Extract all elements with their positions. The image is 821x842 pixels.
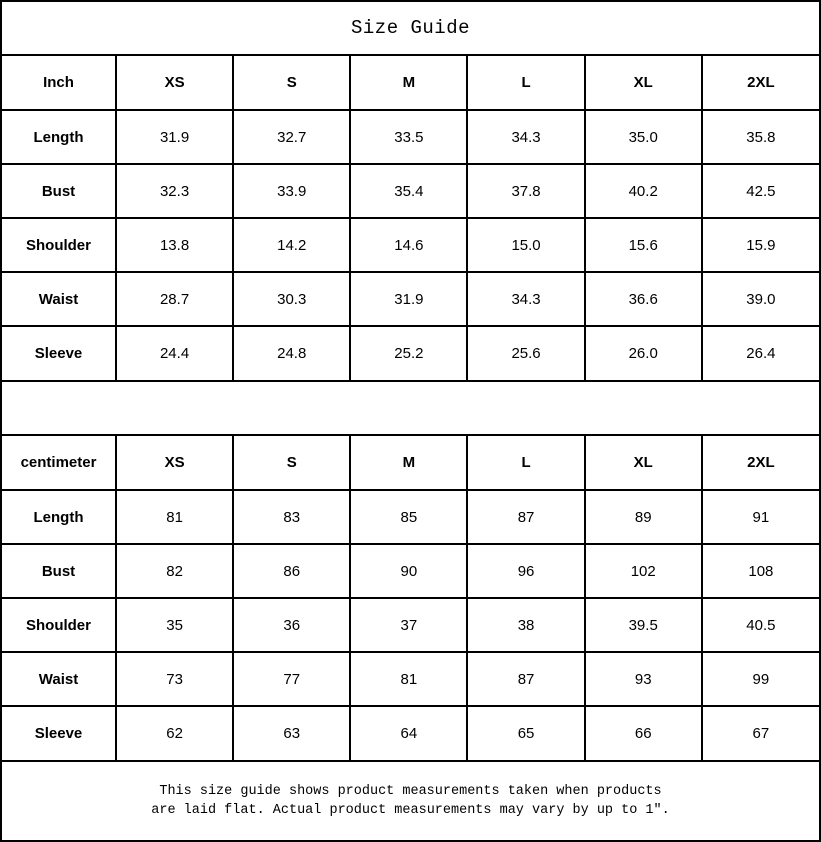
measurement-value-cell: 39.5 <box>585 598 702 652</box>
size-header-cell: XS <box>116 436 233 490</box>
measurement-label-cell: Shoulder <box>2 598 116 652</box>
measurement-value-cell: 87 <box>467 652 584 706</box>
measurement-value-cell: 34.3 <box>467 110 584 164</box>
measurement-value-cell: 35 <box>116 598 233 652</box>
measurement-label-cell: Shoulder <box>2 218 116 272</box>
page-title: Size Guide <box>2 2 819 56</box>
measurement-label-cell: Bust <box>2 544 116 598</box>
measurement-value-cell: 35.8 <box>702 110 819 164</box>
measurement-value-cell: 26.4 <box>702 326 819 380</box>
size-header-cell: 2XL <box>702 56 819 110</box>
measurement-value-cell: 32.3 <box>116 164 233 218</box>
measurement-value-cell: 37 <box>350 598 467 652</box>
measurement-value-cell: 13.8 <box>116 218 233 272</box>
measurement-value-cell: 33.9 <box>233 164 350 218</box>
measurement-row <box>2 544 819 598</box>
measurement-value-cell: 15.6 <box>585 218 702 272</box>
size-header-cell: 2XL <box>702 436 819 490</box>
measurement-value-cell: 25.2 <box>350 326 467 380</box>
size-header-cell: M <box>350 436 467 490</box>
measurement-value-cell: 77 <box>233 652 350 706</box>
measurement-value-cell: 91 <box>702 490 819 544</box>
size-header-cell: L <box>467 56 584 110</box>
size-header-cell: M <box>350 56 467 110</box>
measurement-row <box>2 706 819 760</box>
measurement-row <box>2 652 819 706</box>
measurement-label-cell: Length <box>2 490 116 544</box>
unit-header-cell: Inch <box>2 56 116 110</box>
measurement-value-cell: 108 <box>702 544 819 598</box>
measurement-value-cell: 39.0 <box>702 272 819 326</box>
unit-header-cell: centimeter <box>2 436 116 490</box>
measurement-label-cell: Waist <box>2 652 116 706</box>
measurement-value-cell: 31.9 <box>116 110 233 164</box>
measurement-value-cell: 40.2 <box>585 164 702 218</box>
footer-note-line-1: This size guide shows product measurements taken when products <box>159 784 662 799</box>
measurement-value-cell: 66 <box>585 706 702 760</box>
measurement-value-cell: 65 <box>467 706 584 760</box>
measurement-value-cell: 42.5 <box>702 164 819 218</box>
measurement-value-cell: 87 <box>467 490 584 544</box>
measurement-value-cell: 64 <box>350 706 467 760</box>
measurement-value-cell: 14.2 <box>233 218 350 272</box>
measurement-value-cell: 14.6 <box>350 218 467 272</box>
measurement-label-cell: Bust <box>2 164 116 218</box>
measurement-value-cell: 40.5 <box>702 598 819 652</box>
measurement-value-cell: 73 <box>116 652 233 706</box>
measurement-value-cell: 89 <box>585 490 702 544</box>
measurement-value-cell: 35.4 <box>350 164 467 218</box>
measurement-value-cell: 36.6 <box>585 272 702 326</box>
size-header-row <box>2 436 819 490</box>
size-header-cell: S <box>233 56 350 110</box>
centimeter-size-table <box>2 436 819 760</box>
measurement-value-cell: 86 <box>233 544 350 598</box>
measurement-value-cell: 15.9 <box>702 218 819 272</box>
footer-note-line-2: are laid flat. Actual product measurements may vary by up to 1″. <box>151 803 670 818</box>
measurement-value-cell: 82 <box>116 544 233 598</box>
measurement-value-cell: 15.0 <box>467 218 584 272</box>
measurement-value-cell: 36 <box>233 598 350 652</box>
measurement-value-cell: 63 <box>233 706 350 760</box>
size-header-cell: L <box>467 436 584 490</box>
measurement-value-cell: 85 <box>350 490 467 544</box>
measurement-row <box>2 218 819 272</box>
measurement-value-cell: 35.0 <box>585 110 702 164</box>
measurement-row <box>2 272 819 326</box>
measurement-value-cell: 90 <box>350 544 467 598</box>
size-header-cell: S <box>233 436 350 490</box>
measurement-value-cell: 30.3 <box>233 272 350 326</box>
table-spacer <box>2 380 819 436</box>
measurement-value-cell: 33.5 <box>350 110 467 164</box>
measurement-value-cell: 67 <box>702 706 819 760</box>
measurement-value-cell: 37.8 <box>467 164 584 218</box>
measurement-value-cell: 34.3 <box>467 272 584 326</box>
measurement-row <box>2 110 819 164</box>
measurement-value-cell: 93 <box>585 652 702 706</box>
inch-size-table <box>2 56 819 380</box>
measurement-value-cell: 24.4 <box>116 326 233 380</box>
measurement-value-cell: 24.8 <box>233 326 350 380</box>
measurement-value-cell: 102 <box>585 544 702 598</box>
measurement-value-cell: 26.0 <box>585 326 702 380</box>
measurement-value-cell: 28.7 <box>116 272 233 326</box>
footer-note <box>2 760 819 840</box>
measurement-label-cell: Sleeve <box>2 706 116 760</box>
measurement-value-cell: 99 <box>702 652 819 706</box>
size-header-cell: XL <box>585 56 702 110</box>
measurement-value-cell: 96 <box>467 544 584 598</box>
measurement-value-cell: 81 <box>116 490 233 544</box>
measurement-value-cell: 81 <box>350 652 467 706</box>
measurement-value-cell: 62 <box>116 706 233 760</box>
measurement-row <box>2 490 819 544</box>
measurement-label-cell: Waist <box>2 272 116 326</box>
measurement-value-cell: 31.9 <box>350 272 467 326</box>
measurement-label-cell: Sleeve <box>2 326 116 380</box>
measurement-row <box>2 326 819 380</box>
measurement-value-cell: 25.6 <box>467 326 584 380</box>
size-header-cell: XS <box>116 56 233 110</box>
measurement-value-cell: 32.7 <box>233 110 350 164</box>
size-header-row <box>2 56 819 110</box>
measurement-label-cell: Length <box>2 110 116 164</box>
measurement-value-cell: 83 <box>233 490 350 544</box>
measurement-row <box>2 164 819 218</box>
measurement-value-cell: 38 <box>467 598 584 652</box>
measurement-row <box>2 598 819 652</box>
size-header-cell: XL <box>585 436 702 490</box>
